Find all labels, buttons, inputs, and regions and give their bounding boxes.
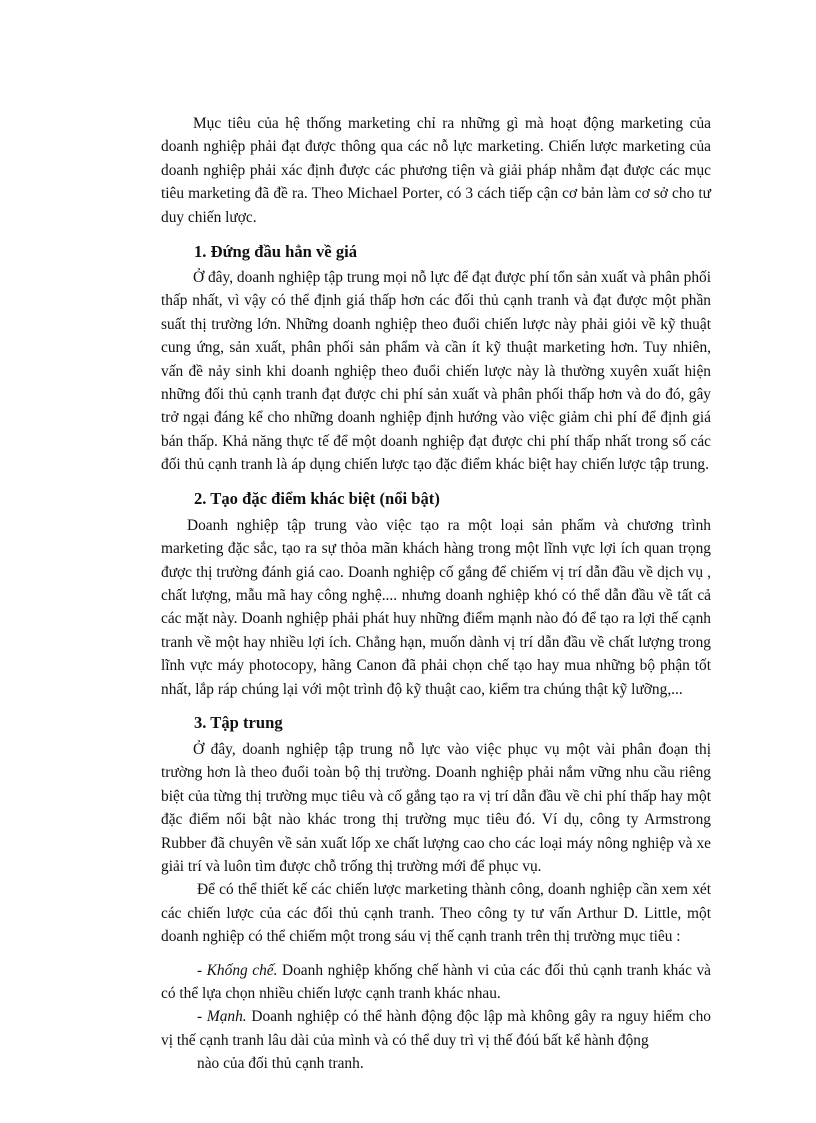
closing-paragraph: Để có thể thiết kế các chiến lược marketing thành công, doanh nghiệp cần xem xét các chiến lược của các đối thủ cạnh tranh. Theo công ty tư vấn Arthur D. Little, một doanh nghiệp có thể chiếm một trong sáu vị thế cạnh tranh trên thị trường mục tiêu :: [161, 881, 711, 946]
position-term: Mạnh.: [206, 1008, 247, 1026]
intro-paragraph: Mục tiêu của hệ thống marketing chỉ ra những gì mà hoạt động marketing của doanh nghiệp phải đạt được thông qua các nỗ lực marketing. Chiến lược marketing của doanh nghiệp phải xác định được các phương tiện và giải pháp nhằm đạt được các mục tiêu marketing đã đề ra. Theo Michael Porter, có 3 cách tiếp cận cơ bản làm cơ sở cho tư duy chiến lược.: [161, 115, 711, 226]
document-page: [161, 112, 711, 1076]
section-body-1: Ở đây, doanh nghiệp tập trung mọi nỗ lực để đạt được phí tổn sản xuất và phân phối thấp nhất, vì vậy có thể định giá thấp hơn các đối thủ cạnh tranh và đạt được một phần suất thị trường lớn. Những doanh nghiệp theo đuổi chiến lược này phải giỏi về kỹ thuật cung ứng, sản xuất, phân phối sản phẩm và cần ít kỹ thuật marketing hơn. Tuy nhiên, vấn đề nảy sinh khi doanh nghiệp theo đuổi chiến lược này là thường xuyên xuất hiện những đối thủ cạnh tranh đạt được chi phí sản xuất và phân phối thấp hơn và do đó, gây trở ngại đáng kể cho những doanh nghiệp định hướng vào việc giảm chi phí để định giá bán thấp. Khả năng thực tế để một doanh nghiệp đạt được chi phí thấp nhất trong số các đối thủ cạnh tranh là áp dụng chiến lược tạo đặc điểm khác biệt hay chiến lược tập trung.: [161, 269, 711, 474]
position-text: Doanh nghiệp khống chế hành vi của các đối thủ cạnh tranh khác và có thể lựa chọn nhiều chiến lược cạnh tranh khác nhau.: [161, 961, 712, 1002]
tail-line: nào của đối thủ cạnh tranh.: [197, 1055, 364, 1073]
position-item-dominant: [161, 959, 711, 1006]
position-prefix: -: [197, 961, 207, 979]
section-body-3: Ở đây, doanh nghiệp tập trung nỗ lực vào việc phục vụ một vài phân đoạn thị trường hơn là theo đuổi toàn bộ thị trường. Doanh nghiệp phải nắm vững nhu cầu riêng biệt của từng thị trường mục tiêu và cố gắng tạo ra vị trí dẫn đầu về chi phí thấp hay một đặc điểm nổi bật nào khác trong thị trường mục tiêu đó. Ví dụ, công ty Armstrong Rubber đã chuyên về sản xuất lốp xe chất lượng cao cho các loại máy nông nghiệp và xe giải trí và luôn tìm được chỗ trống thị trường mới để phục vụ.: [161, 740, 711, 875]
position-item-strong: [161, 1005, 711, 1052]
position-term: Khống chế.: [206, 961, 278, 979]
section-body-2: Doanh nghiệp tập trung vào việc tạo ra một loại sản phẩm và chương trình marketing đặc sắc, tạo ra sự thỏa mãn khách hàng trong một lĩnh vực lợi ích quan trọng được thị trường đánh giá cao. Doanh nghiệp cố gắng để chiếm vị trí dẫn đầu về dịch vụ , chất lượng, mẫu mã hay công nghệ.... nhưng doanh nghiệp khó có thể dẫn đầu về tất cả các mặt này. Doanh nghiệp phải phát huy những điểm mạnh nào đó để tạo ra lợi thế cạnh tranh về một hay nhiều lợi ích. Chẳng hạn, muốn dành vị trí dẫn đầu về chất lượng trong lĩnh vực máy photocopy, hãng Canon đã phải chọn chế tạo hay mua những bộ phận tốt nhất, lắp ráp chúng lại với một trình độ kỹ thuật cao, kiểm tra chúng thật kỹ lưỡng,...: [161, 516, 711, 698]
section-heading-1: 1. Đứng đầu hẳn về giá: [194, 242, 358, 262]
section-heading-2: 2. Tạo đặc điểm khác biệt (nổi bật): [194, 488, 440, 508]
section-heading-3: 3. Tập trung: [194, 712, 283, 732]
position-text: Doanh nghiệp có thể hành động độc lập mà không gây ra nguy hiểm cho vị thế cạnh tranh lâu dài của mình và có thể duy trì vị thế đóú bất kể hành động: [161, 1008, 711, 1049]
position-prefix: -: [197, 1008, 207, 1026]
